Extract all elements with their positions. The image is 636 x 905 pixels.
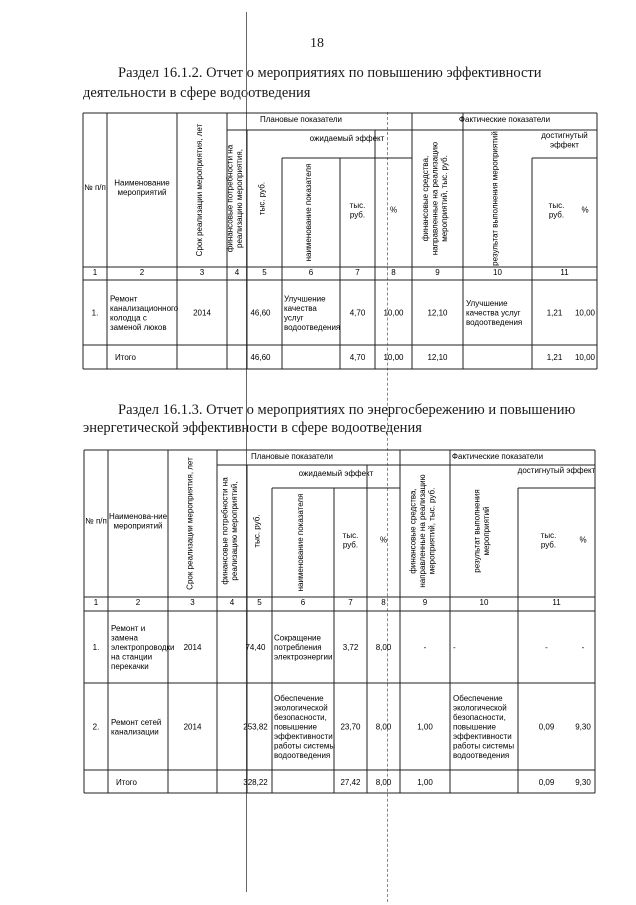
row-num: 2. — [92, 722, 100, 732]
column-number: 4 — [229, 598, 235, 607]
column-number: 3 — [190, 598, 195, 607]
column-number: 5 — [262, 268, 267, 277]
total-pct: 10,00 — [383, 353, 404, 362]
row-ach-pct: - — [581, 643, 585, 652]
planned-header: Плановые показатели — [250, 452, 334, 461]
thous-rub-header: тыс. руб. — [252, 514, 262, 548]
fin-needs-header: финансовые потребности нареализацию мероприятия, — [225, 144, 244, 253]
period-header: Срок реализации мероприятия, лет — [185, 457, 195, 590]
row-num: 1. — [92, 643, 100, 652]
expected-effect-header: ожидаемый эффект — [309, 134, 385, 143]
pct-header: % — [389, 205, 398, 215]
row-result: - — [453, 643, 456, 652]
section2-title-line2: энергетической эффективности в сфере водоотведения — [83, 420, 422, 436]
column-number: 10 — [493, 268, 502, 277]
total-spent: 1,00 — [417, 778, 433, 787]
row-ach-pct: 10,00 — [574, 308, 596, 318]
thous-rub-header: тыс. руб. — [257, 181, 267, 216]
total-label: Итого — [115, 353, 136, 362]
column-number: 2 — [135, 598, 141, 607]
num-header: № п/п — [84, 183, 106, 192]
row-rub: 23,70 — [340, 722, 361, 732]
row-name: Ремонт сетей канализации — [111, 717, 162, 737]
row-ach-rub: 0,09 — [538, 722, 555, 732]
total-pct: 8,00 — [375, 778, 392, 787]
row-fin: 253,82 — [243, 722, 268, 732]
column-number: 2 — [139, 268, 145, 277]
achieved-effect-header: достигнутый эффект — [517, 466, 596, 475]
row-pct: 8,00 — [375, 643, 392, 652]
row-indicator: Обеспечение экологической безопасности, повышение эффективности работы системы водоотведения — [274, 694, 336, 760]
column-number: 4 — [234, 268, 240, 277]
column-number: 5 — [257, 598, 262, 607]
column-number: 10 — [479, 598, 489, 607]
row-rub: 3,72 — [342, 643, 359, 652]
row-pct: 10,00 — [383, 308, 404, 318]
result-header: результат выполнения мероприятий — [490, 131, 500, 266]
row-rub: 4,70 — [349, 308, 366, 318]
total-ach-rub: 0,09 — [538, 778, 555, 787]
column-number: 6 — [308, 268, 314, 277]
column-number: 8 — [381, 598, 386, 607]
column-number: 11 — [552, 598, 561, 607]
indicator-name-header: наименование показателя — [296, 493, 305, 592]
pct-header: % — [379, 535, 388, 545]
section2-title-line1: Раздел 16.1.3. Отчет о мероприятиях по энергосбережению и повышению — [118, 402, 576, 418]
expected-effect-header: ожидаемый эффект — [298, 469, 374, 478]
row-ach-rub: - — [545, 643, 548, 652]
thous-rub3-header: тыс. руб. — [548, 200, 565, 220]
total-label: Итого — [116, 778, 137, 787]
thous-rub2-header: тыс. руб. — [342, 530, 359, 550]
fin-spent-header: финансовые средства,направленные на реализациюмероприятий, тыс. руб. — [421, 141, 449, 256]
column-number: 7 — [348, 598, 353, 607]
period-header: Срок реализации мероприятия, лет — [195, 123, 204, 257]
column-number: 11 — [560, 268, 569, 277]
row-name: Ремонт канализационного колодца с заменой люков — [110, 294, 179, 332]
column-number: 9 — [435, 268, 440, 277]
section1-title-line2: деятельности в сфере водоотведения — [83, 85, 311, 101]
actual-header: Фактические показатели — [458, 115, 551, 124]
thous-rub2-header: тыс. руб. — [349, 200, 366, 220]
row-spent: 12,10 — [427, 308, 448, 318]
actual-header: Фактические показатели — [451, 452, 544, 461]
column-number: 9 — [422, 598, 428, 607]
column-number: 1 — [93, 598, 99, 607]
total-rub: 27,42 — [340, 778, 361, 787]
row-spent: 1,00 — [417, 722, 433, 732]
pct2-header: % — [579, 535, 587, 545]
row-fin: 46,60 — [250, 308, 271, 318]
column-number: 1 — [92, 268, 98, 277]
achieved-effect-header: достигнутый эффект — [541, 131, 588, 150]
total-ach-rub: 1,21 — [546, 353, 563, 362]
fin-spent-header: финансовые средства,направленные на реализациюмероприятий, тыс. руб. — [408, 474, 437, 588]
page-number: 18 — [310, 36, 324, 51]
total-fin: 46,60 — [250, 353, 271, 362]
row-name: Ремонт и замена электропроводки на станции перекачки — [111, 624, 175, 671]
row-indicator: Сокращение потребления электроэнергии — [274, 633, 333, 662]
row-indicator: Улучшение качества услуг водоотведения — [284, 294, 341, 332]
planned-header: Плановые показатели — [259, 115, 343, 124]
total-ach-pct: 9,30 — [575, 778, 591, 787]
column-number: 3 — [199, 268, 205, 277]
total-spent: 12,10 — [427, 353, 448, 362]
row-period: 2014 — [183, 643, 202, 652]
total-ach-pct: 10,00 — [574, 353, 596, 362]
num-header: № п/п — [85, 516, 107, 526]
row-result: Обеспечение экологической безопасности, повышение эффективности работы системы водоотведения — [453, 694, 515, 760]
total-fin: 328,22 — [243, 778, 268, 787]
row-period: 2014 — [193, 308, 211, 318]
pct2-header: % — [581, 205, 589, 215]
row-num: 1. — [91, 308, 99, 318]
row-ach-pct: 9,30 — [575, 722, 591, 732]
row-pct: 8,00 — [375, 722, 392, 732]
row-ach-rub: 1,21 — [546, 308, 563, 318]
total-rub: 4,70 — [349, 353, 366, 362]
section1-title-line1: Раздел 16.1.2. Отчет о мероприятиях по повышению эффективности — [118, 65, 542, 81]
row-spent: - — [423, 643, 427, 652]
thous-rub3-header: тыс. руб. — [540, 530, 557, 550]
name-header: Наименование мероприятий — [114, 178, 170, 197]
row-result: Улучшение качества услуг водоотведения — [466, 299, 523, 327]
result-header: результат выполнениямероприятий — [472, 489, 491, 573]
indicator-name-header: наименование показателя — [304, 163, 313, 262]
column-number: 8 — [391, 268, 396, 277]
fin-needs-header: финансовые потребности нареализацию мероприятий, — [220, 477, 239, 585]
row-period: 2014 — [183, 722, 202, 732]
name-header: Наименова-ние мероприятий — [108, 511, 168, 531]
row-fin: 74,40 — [245, 643, 266, 652]
column-number: 7 — [355, 268, 360, 277]
column-number: 6 — [300, 598, 306, 607]
